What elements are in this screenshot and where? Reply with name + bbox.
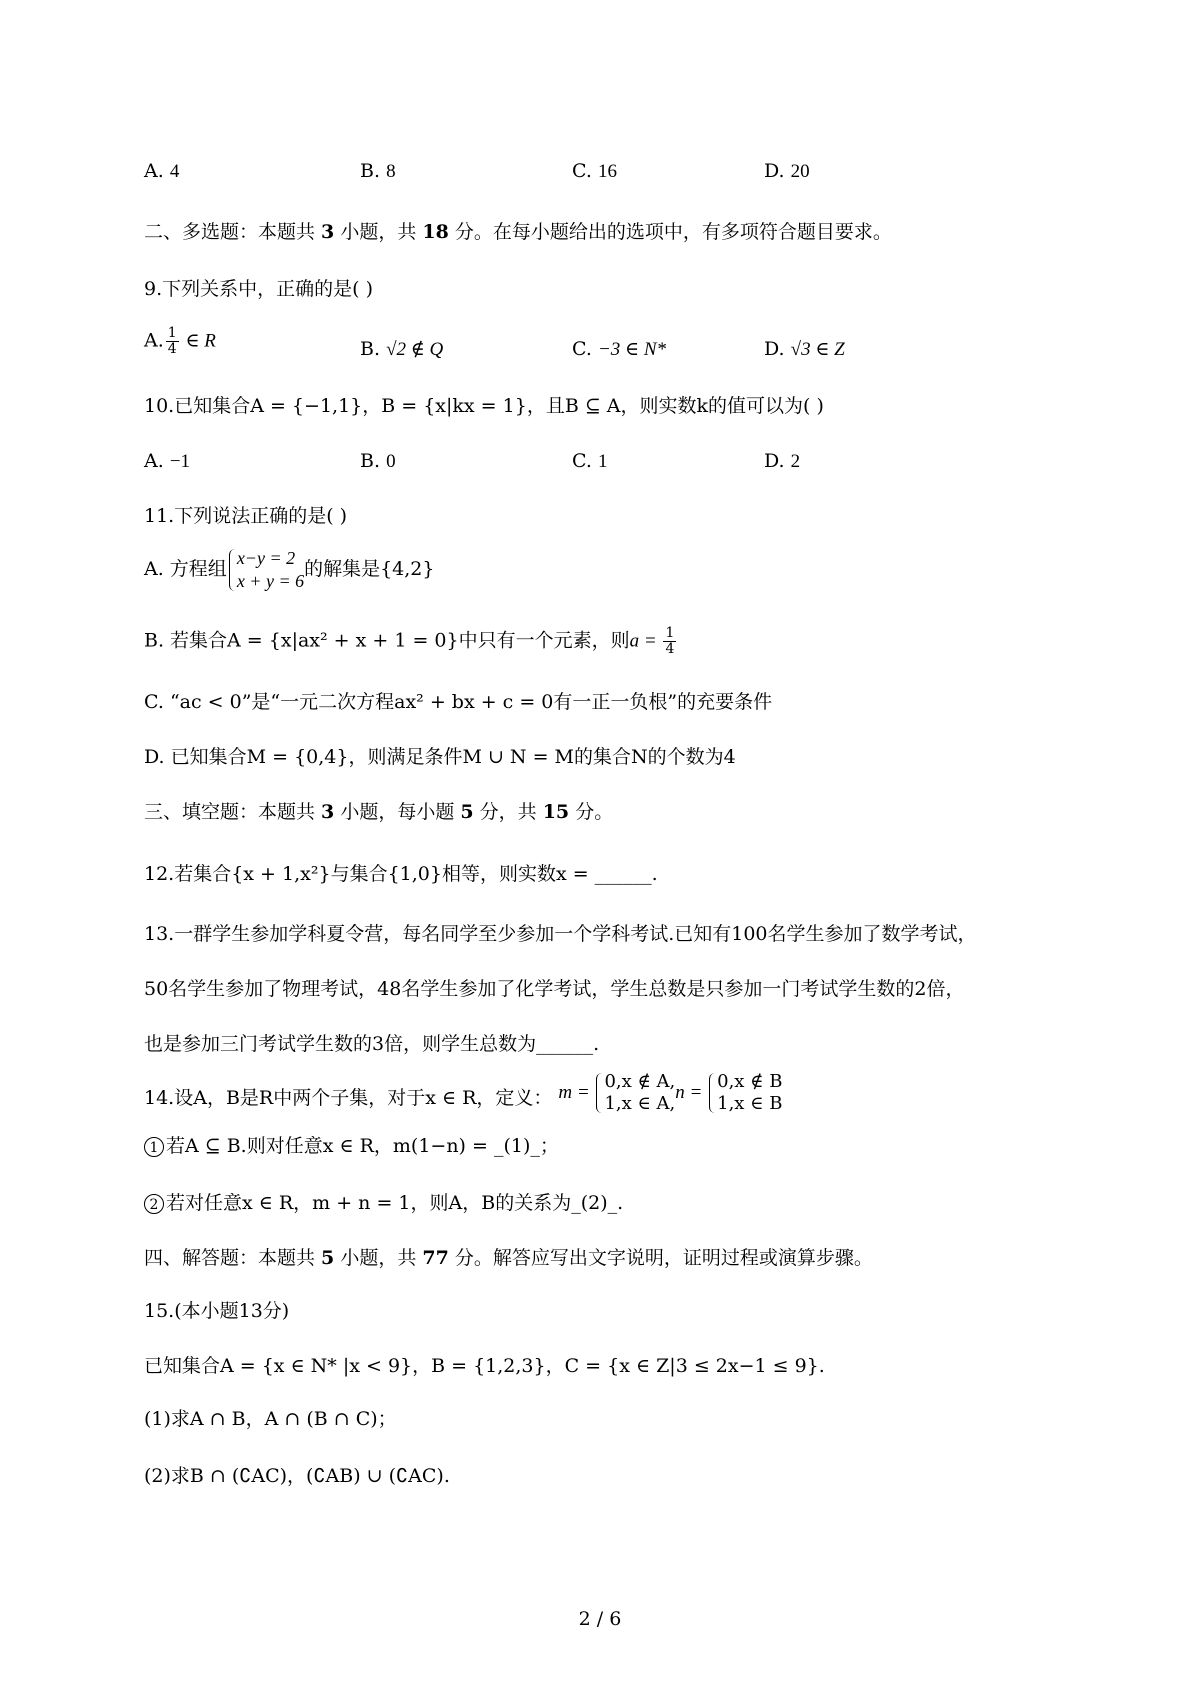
n-definition: 0,x ∉ B 1,x ∈ B	[707, 1071, 782, 1115]
q10-stem: 10.已知集合A = {−1,1}，B = {x|kx = 1}，且B ⊆ A，则实数k的值可以为( )	[144, 395, 824, 417]
q8-option-d: D. 20	[764, 160, 810, 182]
q11-option-c: C. “ac < 0”是“一元二次方程ax² + bx + c = 0有一正一负根”的充要条件	[144, 691, 773, 713]
circled-number-1: 1	[144, 1137, 164, 1157]
q9-option-c: C. −3 ∈ N*	[572, 338, 667, 360]
q13-line-3: 也是参加三门考试学生数的3倍，则学生总数为______.	[144, 1033, 600, 1055]
q11-option-d: D. 已知集合M = {0,4}，则满足条件M ∪ N = M的集合N的个数为4	[144, 746, 736, 768]
q11-option-a: A. 方程组 x−y = 2 x + y = 6 的解集是{4,2}	[144, 548, 435, 591]
equation-system: x−y = 2 x + y = 6	[227, 547, 304, 593]
page-number: 2 / 6	[578, 1608, 622, 1630]
q9-option-d: D. √3 ∈ Z	[764, 338, 845, 360]
q8-option-a: A. 4	[144, 160, 180, 182]
section-4-heading: 四、解答题：本题共 5 小题，共 77 分。解答应写出文字说明，证明过程或演算步骤。	[144, 1247, 873, 1269]
q15-part-2: (2)求B ∩ (∁AC)，(∁AB) ∪ (∁AC).	[144, 1465, 450, 1487]
q10-option-b: B. 0	[360, 450, 396, 472]
section-3-heading: 三、填空题：本题共 3 小题，每小题 5 分，共 15 分。	[144, 801, 614, 823]
q11-option-b: B. 若集合A = {x|ax² + x + 1 = 0}中只有一个元素，则a = $\frac{1}{4}$	[144, 625, 675, 657]
q14-part-1: 1 若A ⊆ B.则对任意x ∈ R，m(1−n) = _(1)_；	[144, 1133, 1100, 1159]
q9-option-b: B. √2 ∉ Q	[360, 338, 444, 360]
q14-stem: 14.设A，B是R中两个子集，对于x ∈ R，定义： m = 0,x ∉ A, 1,x ∈ A, n = 0,x ∉ B 1,x ∈ B	[144, 1071, 783, 1114]
q11-stem: 11.下列说法正确的是( )	[144, 505, 348, 527]
q15-part-1: (1)求A ∩ B，A ∩ (B ∩ C)；	[144, 1408, 397, 1430]
section-2-heading: 二、多选题：本题共 3 小题，共 18 分。在每小题给出的选项中，有多项符合题目要求。	[144, 221, 892, 243]
q13-line-1: 13.一群学生参加学科夏令营，每名同学至少参加一个学科考试.已知有100名学生参加了数学考试，	[144, 923, 977, 945]
q9-stem: 9.下列关系中，正确的是( )	[144, 278, 373, 300]
q12: 12.若集合{x + 1,x²}与集合{1,0}相等，则实数x = ______.	[144, 863, 658, 885]
q14-part-2: 2 若对任意x ∈ R，m + n = 1，则A，B的关系为_(2)_.	[144, 1190, 1100, 1216]
q15-given: 已知集合A = {x ∈ N* |x < 9}，B = {1,2,3}，C = {x ∈ Z|3 ≤ 2x−1 ≤ 9}.	[144, 1355, 825, 1377]
m-definition: 0,x ∉ A, 1,x ∈ A,	[594, 1071, 675, 1115]
q10-option-c: C. 1	[572, 450, 608, 472]
q10-option-a: A. −1	[144, 450, 191, 472]
q8-option-b: B. 8	[360, 160, 396, 182]
q15-header: 15.(本小题13分)	[144, 1300, 290, 1322]
q8-option-c: C. 16	[572, 160, 617, 182]
q9-option-a: A. $\frac{1}{4}$ ∈ R	[144, 325, 216, 357]
q13-line-2: 50名学生参加了物理考试，48名学生参加了化学考试，学生总数是只参加一门考试学生数的2倍，	[144, 978, 965, 1000]
q10-option-d: D. 2	[764, 450, 801, 472]
circled-number-2: 2	[144, 1194, 164, 1214]
